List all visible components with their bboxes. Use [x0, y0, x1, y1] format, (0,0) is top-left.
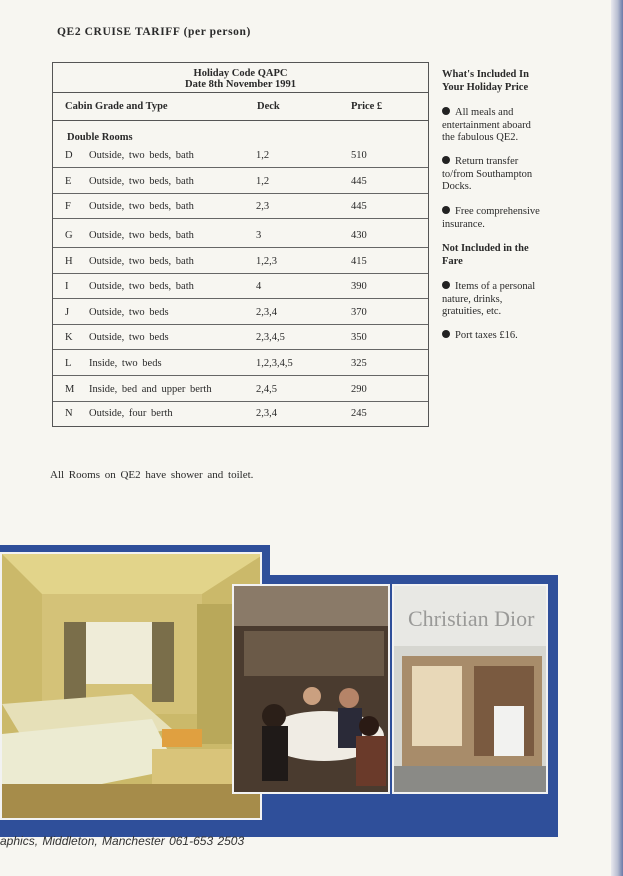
page-title: QE2 CRUISE TARIFF (per person)	[57, 26, 251, 38]
cell-type: Inside, two beds	[89, 358, 162, 369]
cell-type: Outside, two beds, bath	[89, 230, 194, 241]
table-row	[53, 249, 428, 274]
tariff-header	[53, 63, 428, 93]
cell-type: Inside, bed and upper berth	[89, 384, 212, 395]
table-row	[53, 300, 428, 325]
column-header-deck: Deck	[257, 101, 280, 112]
table-row	[53, 169, 428, 194]
cell-deck: 2,3	[256, 201, 270, 212]
bullet-text: insurance.	[442, 218, 485, 230]
cell-deck: 1,2,3,4,5	[256, 358, 293, 369]
cell-type: Outside, two beds, bath	[89, 201, 194, 212]
table-row	[53, 194, 428, 219]
table-row	[53, 143, 428, 168]
bullet-text: Free comprehensive	[455, 206, 540, 217]
cell-deck: 1,2	[256, 150, 270, 161]
shower-toilet-note: All Rooms on QE2 have shower and toilet.	[50, 469, 254, 481]
cell-grade: L	[65, 358, 72, 369]
bullet-text: All meals and	[455, 107, 514, 118]
table-row	[53, 377, 428, 402]
cell-grade: K	[65, 332, 73, 343]
bullet-icon	[442, 281, 450, 289]
cell-deck: 1,2,3	[256, 256, 277, 267]
cell-price: 430	[351, 230, 367, 241]
cell-price: 325	[351, 358, 367, 369]
cell-grade: F	[65, 201, 71, 212]
cabin-photo	[0, 552, 262, 820]
shop-sign-text: Christian Dior	[408, 606, 535, 631]
cell-price: 415	[351, 256, 367, 267]
bullet-text: Return transfer	[455, 156, 519, 167]
cell-price: 350	[351, 332, 367, 343]
cell-type: Outside, four berth	[89, 408, 173, 419]
dining-photo	[232, 584, 390, 794]
cell-type: Outside, two beds, bath	[89, 256, 194, 267]
cell-deck: 2,3,4,5	[256, 332, 285, 343]
cell-grade: I	[65, 281, 69, 292]
holiday-code: Holiday Code QAPC	[193, 68, 288, 79]
bullet-text: entertainment aboard	[442, 119, 531, 131]
cell-price: 390	[351, 281, 367, 292]
bullet-text: nature, drinks,	[442, 293, 503, 305]
table-row	[53, 351, 428, 376]
bullet-text: Docks.	[442, 181, 472, 192]
cell-price: 370	[351, 307, 367, 318]
not-included-item	[442, 330, 560, 343]
column-headers	[53, 93, 428, 121]
cell-grade: H	[65, 256, 73, 267]
cell-price: 510	[351, 150, 367, 161]
printer-credit: aphics, Middleton, Manchester 061-653 2503	[0, 834, 245, 848]
cell-type: Outside, two beds	[89, 332, 169, 343]
table-row	[53, 274, 428, 299]
column-header-grade: Cabin Grade and Type	[65, 101, 168, 112]
cell-price: 445	[351, 176, 367, 187]
bullet-icon	[442, 156, 450, 164]
included-heading-line: Your Holiday Price	[442, 81, 529, 93]
cell-grade: J	[65, 307, 70, 318]
column-header-price: Price £	[351, 101, 383, 112]
cell-grade: M	[65, 384, 75, 395]
not-included-heading-line: Not Included in the	[442, 243, 529, 254]
tariff-date: Date 8th November 1991	[185, 79, 296, 90]
bullet-text: Port taxes £16.	[455, 330, 518, 341]
cell-deck: 2,4,5	[256, 384, 277, 395]
not-included-item	[442, 281, 560, 319]
tariff-table	[52, 62, 429, 427]
bullet-icon	[442, 206, 450, 214]
cell-deck: 3	[256, 230, 262, 241]
cell-type: Outside, two beds, bath	[89, 176, 194, 187]
bullet-text: the fabulous QE2.	[442, 132, 519, 143]
cell-type: Outside, two beds, bath	[89, 150, 194, 161]
included-item	[442, 206, 560, 231]
cell-price: 445	[351, 201, 367, 212]
bullet-text: Items of a personal	[455, 281, 536, 292]
cell-grade: G	[65, 230, 73, 241]
not-included-heading-line: Fare	[442, 255, 463, 267]
cell-deck: 4	[256, 281, 262, 292]
cell-deck: 1,2	[256, 176, 270, 187]
table-row	[53, 223, 428, 248]
included-heading	[442, 69, 560, 94]
cell-deck: 2,3,4	[256, 408, 277, 419]
bullet-icon	[442, 330, 450, 338]
cell-deck: 2,3,4	[256, 307, 277, 318]
not-included-heading	[442, 243, 560, 268]
table-row	[53, 401, 428, 425]
included-heading-line: What's Included In	[442, 69, 529, 80]
cell-grade: N	[65, 408, 73, 419]
cell-type: Outside, two beds	[89, 307, 169, 318]
bullet-icon	[442, 107, 450, 115]
section-double-rooms: Double Rooms	[67, 132, 133, 143]
page-edge	[611, 0, 623, 876]
table-row	[53, 325, 428, 350]
included-item	[442, 156, 560, 194]
shop-photo	[392, 584, 548, 794]
bullet-text: to/from Southampton	[442, 168, 533, 180]
cell-grade: D	[65, 150, 73, 161]
bullet-text: gratuities, etc.	[442, 306, 502, 317]
cell-price: 290	[351, 384, 367, 395]
included-item	[442, 107, 560, 145]
cell-price: 245	[351, 408, 367, 419]
cell-grade: E	[65, 176, 72, 187]
cell-type: Outside, two beds, bath	[89, 281, 194, 292]
